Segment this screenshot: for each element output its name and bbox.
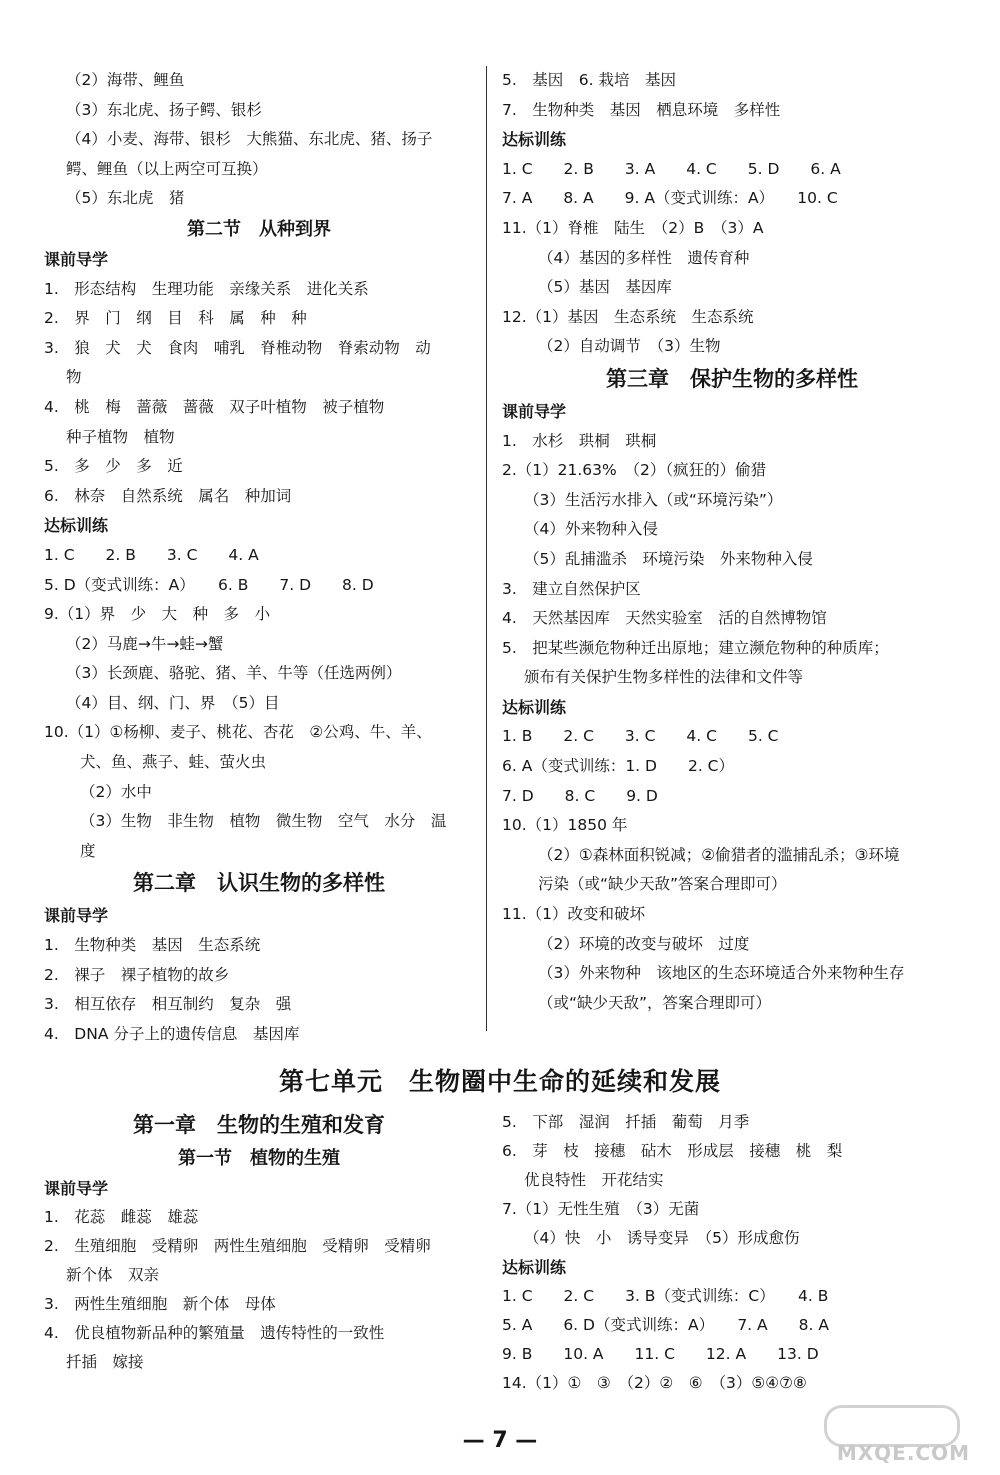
answer-line: 3. 狼 犬 犬 食肉 哺乳 脊椎动物 脊索动物 动 [44,338,431,357]
answer-line: （或“缺少天敌”，答案合理即可） [538,993,772,1012]
column-divider [486,66,487,1031]
answer-line: 7. A 8. A 9. A（变式训练：A） 10. C [502,189,838,208]
answer-line: 14.（1）① ③ （2）② ⑥ （3）⑤④⑦⑧ [502,1374,807,1392]
answer-line: 3. 建立自然保护区 [502,579,641,598]
section-title: 第二节 从种到界 [187,218,331,240]
answer-line: 优良特性 开花结实 [524,1171,664,1189]
answer-line: 2. 裸子 裸子植物的故乡 [44,965,230,984]
answer-line: 4. 桃 梅 蔷薇 蔷薇 双子叶植物 被子植物 [44,397,385,416]
answer-line: （4）基因的多样性 遗传育种 [538,248,750,267]
subsection-heading: 达标训练 [44,516,109,536]
answer-line: 1. C 2. C 3. B（变式训练：C） 4. B [502,1287,829,1305]
subsection-heading: 课前导学 [502,401,567,421]
answer-line: 5. D（变式训练：A） 6. B 7. D 8. D [44,575,374,594]
answer-line: 污染（或“缺少天敌”答案合理即可） [538,875,787,894]
unit-title: 第七单元 生物圈中生命的延续和发展 [278,1067,721,1096]
answer-line: （2）海带、鲤鱼 [66,71,185,89]
answer-line: （4）小麦、海带、银杉 大熊猫、东北虎、猪、扬子 [66,130,433,149]
answer-line: （2）自动调节 （3）生物 [538,337,721,356]
answer-line: 种子植物 植物 [66,427,175,446]
answer-line: （3）长颈鹿、骆驼、猪、羊、牛等（任选两例） [66,664,402,683]
subsection-heading: 达标训练 [502,130,567,150]
watermark-logo [810,1405,970,1465]
answer-line: 鳄、鲤鱼（以上两空可互换） [66,159,268,178]
section-title: 第一节 植物的生殖 [178,1148,340,1169]
answer-line: 1. 形态结构 生理功能 亲缘关系 进化关系 [44,279,369,298]
answer-line: 9. B 10. A 11. C 12. A 13. D [502,1345,819,1363]
answer-line: 新个体 双亲 [66,1266,160,1284]
answer-line: 10.（1）1850 年 [502,816,628,835]
answer-line: （3）生物 非生物 植物 微生物 空气 水分 温 [80,812,447,831]
answer-line: 物 [66,368,82,387]
answer-line: 6. 林奈 自然系统 属名 种加词 [44,486,292,505]
answer-line: 1. 花蕊 雌蕊 雄蕊 [44,1208,199,1226]
subsection-heading: 达标训练 [502,697,567,717]
chapter-title: 第三章 保护生物的多样性 [606,366,858,391]
answer-line: （2）水中 [80,782,152,801]
answer-line: （2）①森林面积锐减；②偷猎者的滥捕乱杀；③环境 [538,845,900,864]
right-column-bottom [502,1108,962,1398]
answer-line: 11.（1）脊椎 陆生 （2）B （3）A [502,218,764,237]
answer-line: 4. DNA 分子上的遗传信息 基因库 [44,1024,300,1043]
left-column-bottom [44,1108,474,1377]
chapter-title: 第一章 生物的生殖和发育 [133,1113,385,1137]
answer-line: 2. 生殖细胞 受精卵 两性生殖细胞 受精卵 受精卵 [44,1237,431,1255]
answer-line: 1. C 2. B 3. A 4. C 5. D 6. A [502,159,841,178]
answer-line: 10.（1）①杨柳、麦子、桃花、杏花 ②公鸡、牛、羊、 [44,723,432,742]
page-number: — 7 — [462,1428,538,1453]
answer-line: 5. 下部 湿润 扦插 葡萄 月季 [502,1113,750,1131]
answer-line: （5）东北虎 猪 [66,189,185,208]
answer-line: 度 [80,841,96,860]
answer-line: 3. 两性生殖细胞 新个体 母体 [44,1295,276,1313]
answer-line: 11.（1）改变和破坏 [502,905,646,924]
answer-line: （5）基因 基因库 [538,278,672,297]
answer-line: 9.（1）界 少 大 种 多 小 [44,605,271,624]
watermark-text: MXQE.COM [836,1441,970,1465]
answer-line: （4）目、纲、门、界 （5）目 [66,693,280,712]
answer-line: 7. D 8. C 9. D [502,786,658,805]
answer-line: 1. 水杉 珙桐 珙桐 [502,431,657,450]
answer-line: 5. 把某些濒危物种迁出原地；建立濒危物种的种质库； [502,638,889,657]
answer-line: 12.（1）基因 生态系统 生态系统 [502,307,754,326]
answer-line: 1. C 2. B 3. C 4. A [44,545,259,564]
answer-line: （5）乱捕滥杀 环境污染 外来物种入侵 [524,549,813,568]
answer-line: 5. 基因 6. 栽培 基因 [502,71,677,89]
answer-line: 5. 多 少 多 近 [44,457,183,476]
answer-line: 5. A 6. D（变式训练：A） 7. A 8. A [502,1316,829,1334]
subsection-heading: 课前导学 [44,906,109,926]
answer-line: 扦插 嫁接 [66,1353,144,1371]
right-column-top [502,66,962,1018]
subsection-heading: 达标训练 [502,1258,567,1277]
answer-line: 4. 优良植物新品种的繁殖量 遗传特性的一致性 [44,1324,385,1342]
subsection-heading: 课前导学 [44,249,109,269]
answer-line: （2）马鹿→牛→蛙→蟹 [66,634,224,653]
answer-line: 6. A（变式训练：1. D 2. C） [502,757,735,776]
answer-line: 1. B 2. C 3. C 4. C 5. C [502,727,779,746]
answer-line: 犬、鱼、燕子、蛙、萤火虫 [80,753,267,772]
answer-line: （3）生活污水排入（或“环境污染”） [524,490,783,509]
answer-line: （4）外来物种入侵 [524,520,658,539]
answer-line: 1. 生物种类 基因 生态系统 [44,936,261,955]
answer-line: 2. 界 门 纲 目 科 属 种 种 [44,309,307,328]
answer-line: 4. 天然基因库 天然实验室 活的自然博物馆 [502,609,827,628]
answer-line: 2.（1）21.63% （2）（疯狂的）偷猎 [502,461,767,480]
answer-line: 3. 相互依存 相互制约 复杂 强 [44,995,292,1014]
answer-line: （3）外来物种 该地区的生态环境适合外来物种生存 [538,964,905,983]
answer-line: 颁布有关保护生物多样性的法律和文件等 [524,668,804,687]
subsection-heading: 课前导学 [44,1179,109,1198]
answer-line: （2）环境的改变与破坏 过度 [538,934,750,953]
answer-line: 7. 生物种类 基因 栖息环境 多样性 [502,100,781,119]
answer-line: （3）东北虎、扬子鳄、银杉 [66,100,262,119]
left-column-top [44,66,474,1049]
answer-line: 6. 芽 枝 接穗 砧木 形成层 接穗 桃 梨 [502,1142,843,1160]
answer-line: （4）快 小 诱导变异 （5）形成愈伤 [524,1229,800,1247]
chapter-title: 第二章 认识生物的多样性 [133,871,385,896]
answer-line: 7.（1）无性生殖 （3）无菌 [502,1200,700,1218]
